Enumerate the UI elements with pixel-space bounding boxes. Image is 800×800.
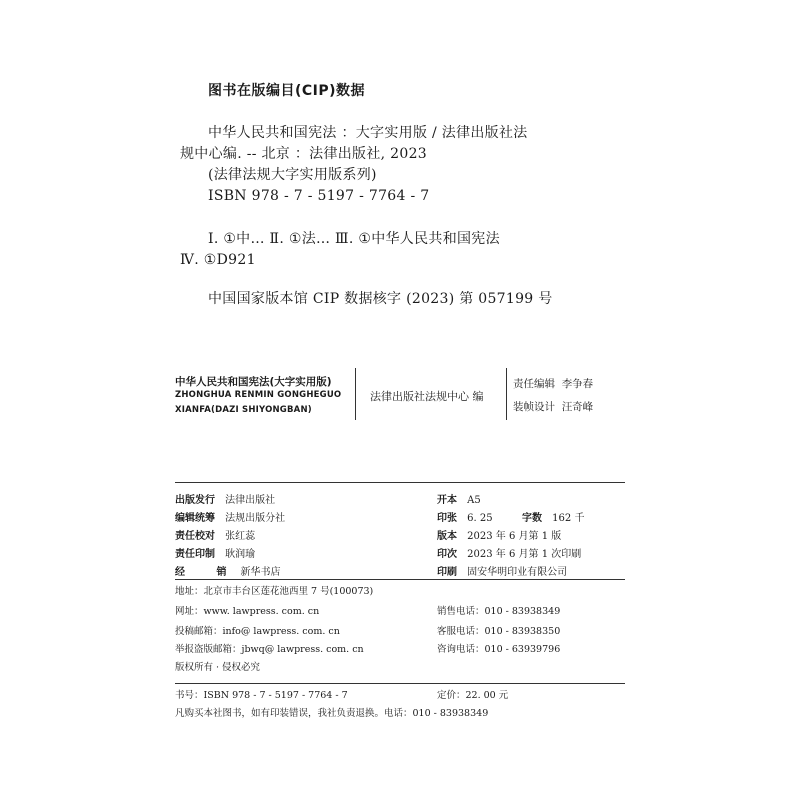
format-row bbox=[437, 488, 481, 507]
book-number: 书号：ISBN 978 - 7 - 5197 - 7764 - 7 bbox=[175, 690, 348, 701]
pub-left-row-4 bbox=[175, 542, 255, 561]
cip-line-2: 规中心编. -- 北京 ：法律出版社, 2023 bbox=[180, 146, 427, 162]
rights-notice: 版权所有 · 侵权必究 bbox=[175, 662, 261, 673]
pub-left-row-1 bbox=[175, 488, 275, 507]
resp-editor: 李争春 bbox=[561, 378, 594, 390]
service-phone: 客服电话：010 - 83938350 bbox=[437, 626, 561, 637]
distributor-label: 经 销 bbox=[175, 567, 241, 578]
sheets-row bbox=[437, 506, 493, 525]
cip-heading: 图书在版编目(CIP)数据 bbox=[208, 83, 366, 99]
cip-line-1: 中华人民共和国宪法 ：大字实用版 / 法律出版社法 bbox=[208, 125, 528, 141]
print-label: 印次 bbox=[437, 549, 457, 560]
book-title-pinyin-2: XIANFA(DAZI SHIYONGBAN) bbox=[175, 405, 312, 415]
format-value: A5 bbox=[467, 495, 481, 506]
cip-class-line-1: Ⅰ. ①中… Ⅱ. ①法… Ⅲ. ①中华人民共和国宪法 bbox=[208, 231, 500, 247]
submission-email: 投稿邮箱：info@ lawpress. com. cn bbox=[175, 626, 340, 637]
design-label: 装帧设计 bbox=[513, 401, 555, 413]
website: 网址：www. lawpress. com. cn bbox=[175, 606, 320, 617]
sheets-value: 6. 25 bbox=[467, 513, 493, 524]
edition-value: 2023 年 6 月第 1 版 bbox=[467, 531, 562, 542]
cip-isbn: ISBN 978 - 7 - 5197 - 7764 - 7 bbox=[208, 188, 430, 204]
book-title-pinyin-1: ZHONGHUA RENMIN GONGHEGUO bbox=[175, 390, 342, 400]
pub-mid-rule bbox=[175, 579, 625, 580]
design-row bbox=[513, 399, 593, 414]
cip-line-3: (法律法规大字实用版系列) bbox=[208, 167, 377, 183]
proofreader-label: 责任校对 bbox=[175, 531, 215, 542]
cip-class-line-2: Ⅳ. ①D921 bbox=[180, 252, 256, 268]
print-value: 2023 年 6 月第 1 次印刷 bbox=[467, 549, 582, 560]
designer: 汪奇峰 bbox=[561, 401, 594, 413]
piracy-report-email: 举报盗版邮箱：jbwq@ lawpress. com. cn bbox=[175, 644, 364, 655]
proofreader: 张红蕊 bbox=[225, 531, 256, 542]
pub-left-row-3 bbox=[175, 524, 255, 543]
print-manager-label: 责任印制 bbox=[175, 549, 215, 560]
book-editor: 法律出版社法规中心 编 bbox=[370, 390, 484, 403]
words-row bbox=[522, 506, 584, 525]
printer-row bbox=[437, 560, 567, 579]
format-label: 开本 bbox=[437, 495, 457, 506]
resp-editor-row bbox=[513, 376, 593, 391]
words-label: 字数 bbox=[522, 513, 542, 524]
book-title: 中华人民共和国宪法(大字实用版) bbox=[175, 376, 332, 388]
edition-row bbox=[437, 524, 561, 543]
price: 定价：22. 00 元 bbox=[437, 690, 509, 701]
title-divider-2 bbox=[506, 368, 507, 420]
printer-label: 印刷 bbox=[437, 567, 457, 578]
coordinator-label: 编辑统筹 bbox=[175, 513, 215, 524]
coordinator: 法规出版分社 bbox=[225, 513, 286, 524]
resp-editor-label: 责任编辑 bbox=[513, 378, 555, 390]
pub-left-row-5 bbox=[175, 560, 280, 579]
distributor: 新华书店 bbox=[240, 567, 281, 578]
return-notice: 凡购买本社图书，如有印装错误，我社负责退换。电话：010 - 83938349 bbox=[175, 708, 489, 719]
print-manager: 耿润瑜 bbox=[225, 549, 256, 560]
publisher: 法律出版社 bbox=[225, 495, 276, 506]
address: 地址：北京市丰台区莲花池西里 7 号(100073) bbox=[175, 586, 374, 597]
pub-bottom-rule bbox=[175, 683, 625, 684]
inquiry-phone: 咨询电话：010 - 63939796 bbox=[437, 644, 561, 655]
printer-value: 固安华明印业有限公司 bbox=[467, 567, 568, 578]
title-divider-1 bbox=[355, 368, 356, 420]
edition-label: 版本 bbox=[437, 531, 457, 542]
words-value: 162 千 bbox=[552, 513, 585, 524]
pub-left-row-2 bbox=[175, 506, 285, 525]
publisher-label: 出版发行 bbox=[175, 495, 215, 506]
print-row bbox=[437, 542, 581, 561]
pub-top-rule bbox=[175, 482, 625, 483]
sales-phone: 销售电话：010 - 83938349 bbox=[437, 606, 561, 617]
cip-verify: 中国国家版本馆 CIP 数据核字 (2023) 第 057199 号 bbox=[208, 291, 553, 307]
sheets-label: 印张 bbox=[437, 513, 457, 524]
